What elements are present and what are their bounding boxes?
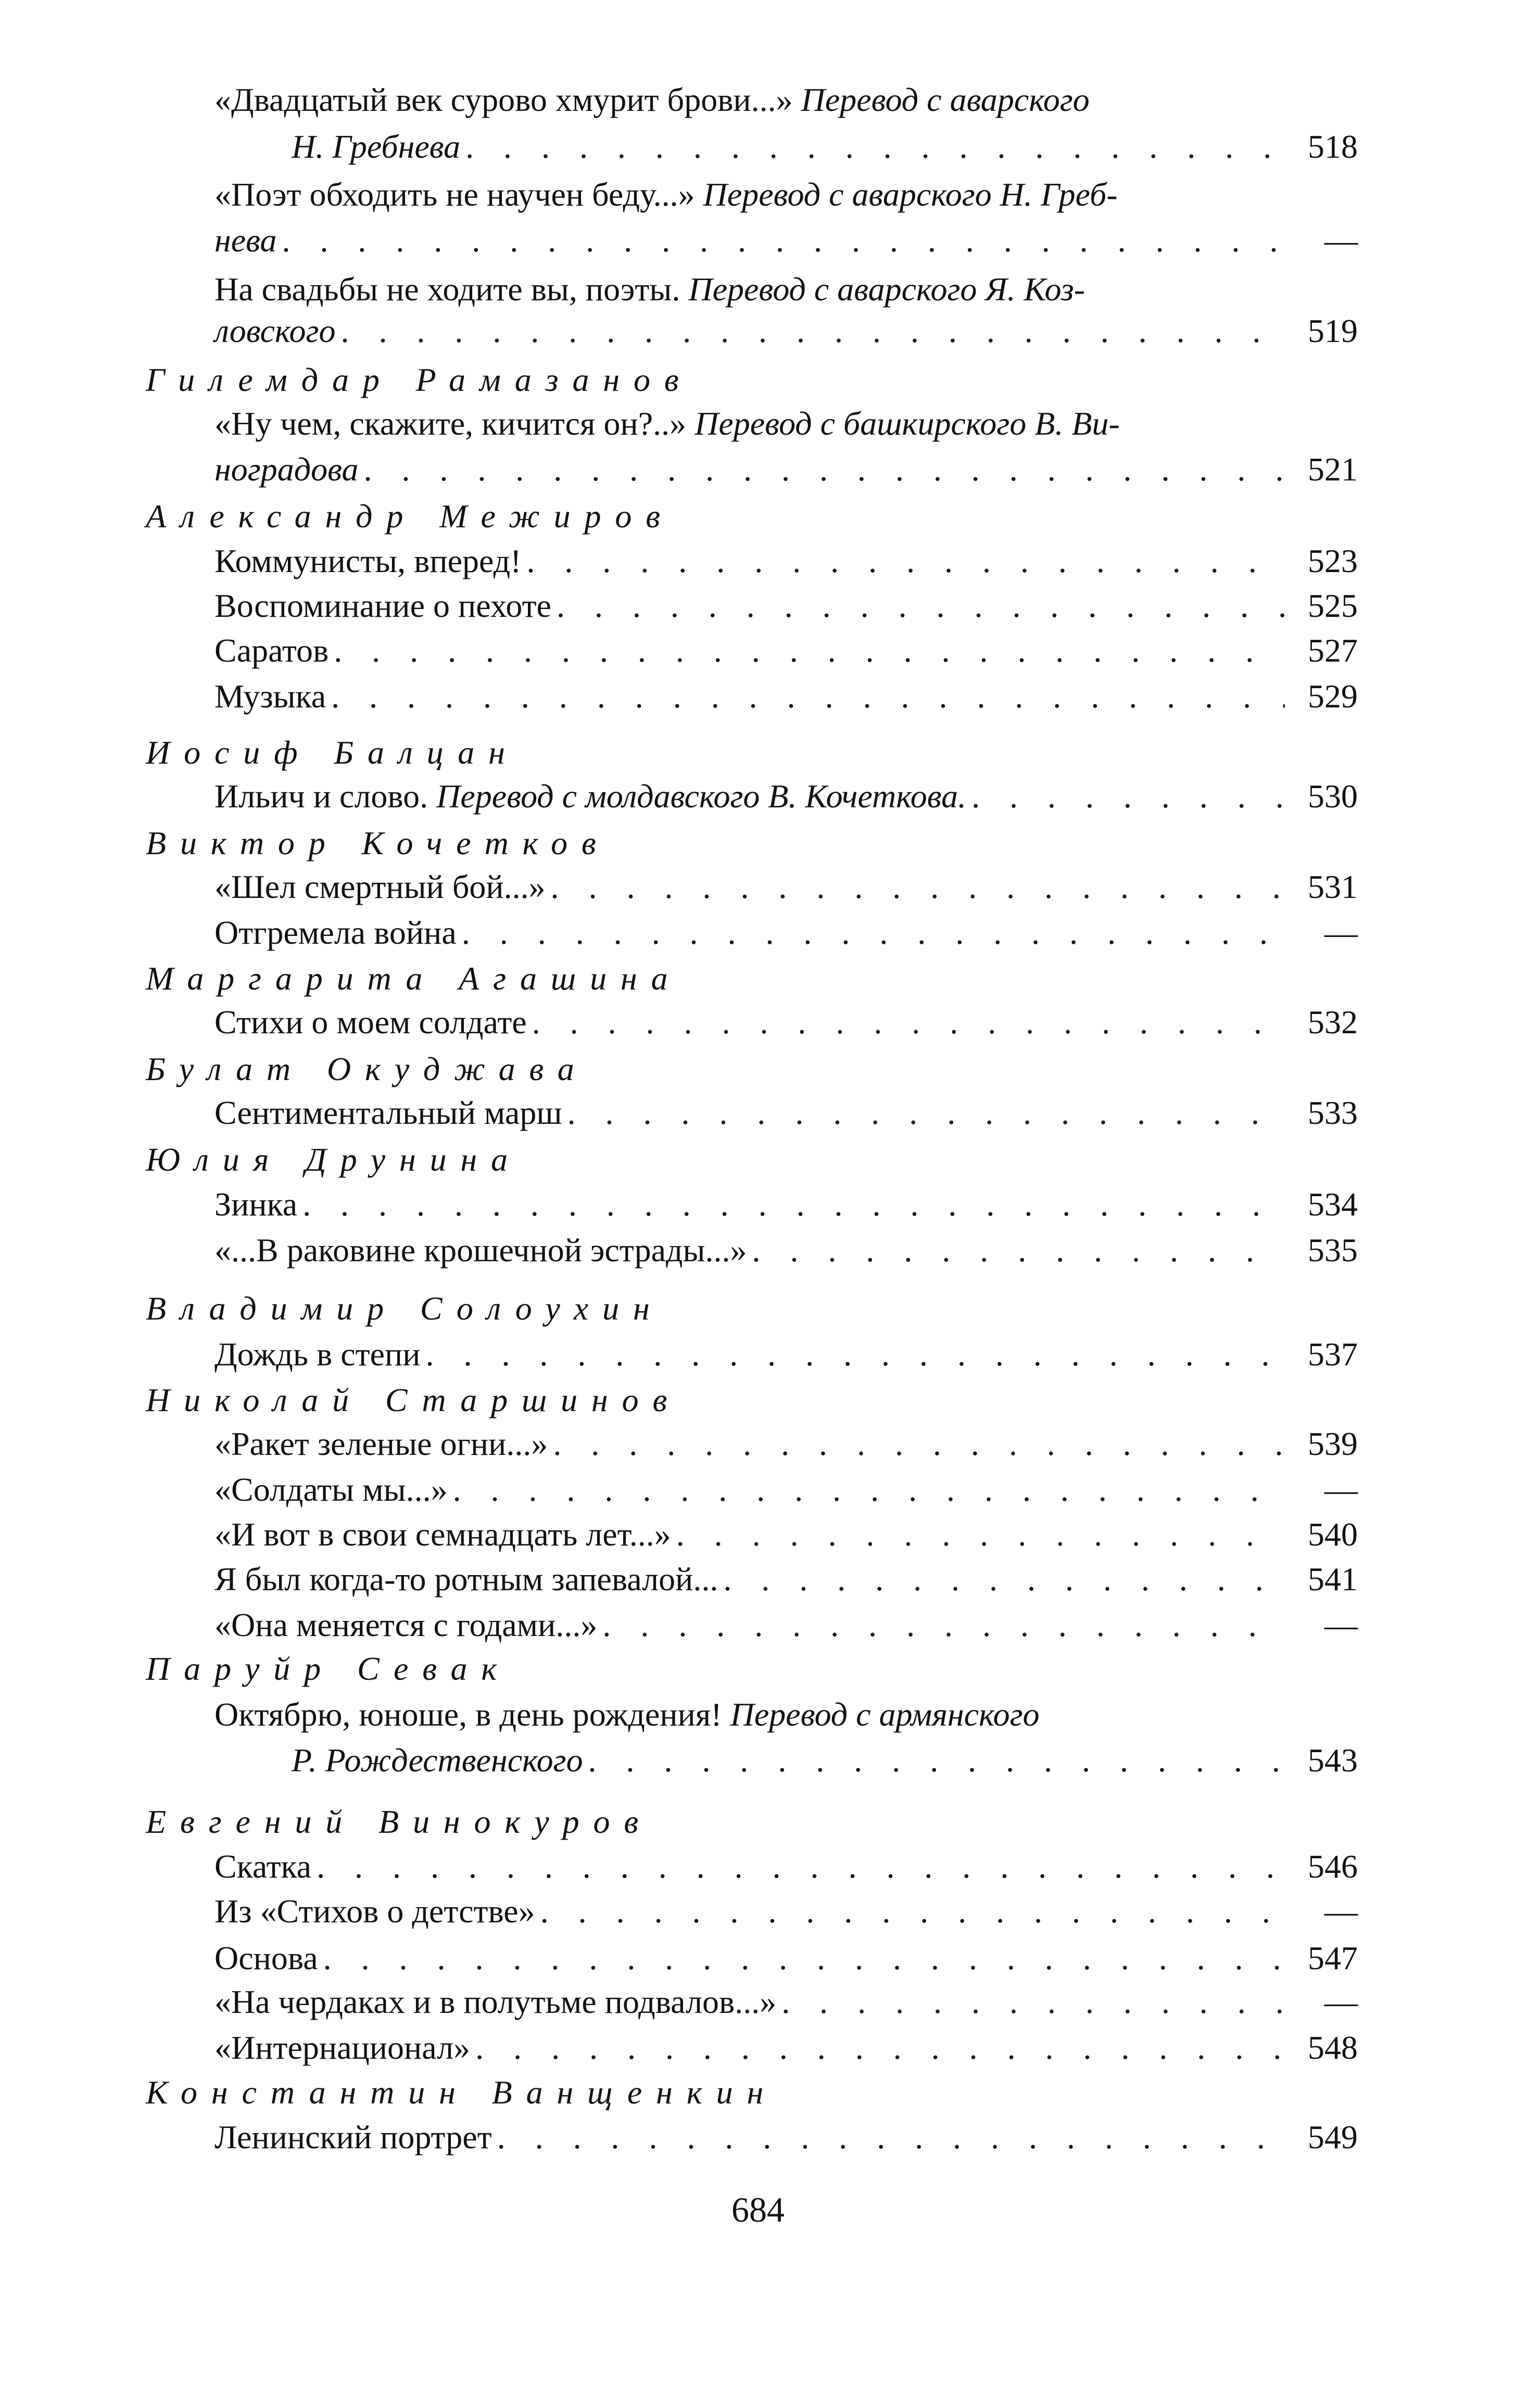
entry-translation-note: Р. Рождественского bbox=[292, 1742, 583, 1779]
entry-title bbox=[214, 1981, 776, 2023]
entry-title bbox=[214, 79, 1090, 121]
dot-leader bbox=[497, 2116, 1285, 2158]
entry-title-text: Стихи о моем солдате bbox=[214, 1004, 527, 1041]
dot-leader bbox=[331, 676, 1285, 717]
entry-translation-note: ловского bbox=[214, 312, 336, 349]
page-reference: 546 bbox=[1308, 1848, 1358, 1885]
entry-title-text: Дождь в степи bbox=[214, 1336, 421, 1373]
entry-translation-note: Н. Гребнева bbox=[292, 128, 461, 165]
entry-title-text: «Поэт обходить не научен беду...» bbox=[214, 176, 703, 213]
dot-leader bbox=[465, 126, 1285, 168]
page-reference: 541 bbox=[1308, 1561, 1358, 1598]
page-reference: 534 bbox=[1308, 1186, 1358, 1223]
toc-entry bbox=[214, 630, 1358, 671]
toc-entry bbox=[214, 1981, 1358, 2023]
page-reference: 525 bbox=[1308, 587, 1358, 624]
author-name: Маргарита Агашина bbox=[146, 960, 682, 997]
author-name: Гилемдар Рамазанов bbox=[146, 361, 693, 398]
page-reference: — bbox=[1324, 914, 1358, 951]
page-reference: 531 bbox=[1308, 868, 1358, 905]
entry-title bbox=[292, 126, 460, 168]
entry-title bbox=[214, 310, 336, 352]
author-name: Юлия Друнина bbox=[146, 1141, 522, 1178]
toc-entry bbox=[214, 79, 1358, 121]
page-reference: — bbox=[1324, 222, 1358, 259]
dot-leader bbox=[302, 1184, 1285, 1225]
dot-leader bbox=[781, 1981, 1285, 2023]
entry-title bbox=[214, 1937, 318, 1979]
dot-leader bbox=[426, 1334, 1285, 1375]
page-reference: 533 bbox=[1308, 1094, 1358, 1131]
page-reference: 518 bbox=[1308, 128, 1358, 165]
dot-leader bbox=[475, 2027, 1285, 2069]
entry-title bbox=[214, 866, 546, 908]
entry-title-text: Скатка bbox=[214, 1848, 312, 1885]
entry-title bbox=[214, 220, 277, 261]
entry-translation-note: Перевод с молдавского В. Кочеткова. bbox=[436, 778, 967, 815]
toc-entry bbox=[214, 1846, 1358, 1887]
entry-translation-note: нева bbox=[214, 222, 277, 259]
dot-leader bbox=[363, 449, 1285, 490]
toc-entry bbox=[214, 912, 1358, 954]
author-name: Евгений Винокуров bbox=[146, 1803, 653, 1840]
entry-title bbox=[214, 1423, 548, 1465]
author-name: Виктор Кочетков bbox=[146, 825, 610, 861]
toc-entry bbox=[214, 220, 1358, 261]
author-name: Иосиф Балцан bbox=[146, 734, 519, 771]
dot-leader bbox=[526, 540, 1285, 582]
dot-leader bbox=[557, 585, 1285, 627]
entry-title-text: Я был когда-то ротным запевалой... bbox=[214, 1561, 718, 1598]
toc-entry bbox=[292, 1740, 1358, 1781]
entry-title bbox=[214, 776, 966, 817]
toc-entry bbox=[214, 866, 1358, 908]
entry-title-text: «Ну чем, скажите, кичится он?..» bbox=[214, 405, 695, 442]
dot-leader bbox=[282, 220, 1285, 261]
entry-title bbox=[214, 1469, 448, 1511]
entry-title-text: Коммунисты, вперед! bbox=[214, 542, 522, 579]
dot-leader bbox=[334, 630, 1285, 671]
toc-entry bbox=[214, 1937, 1358, 1979]
toc-entry bbox=[214, 1604, 1358, 1646]
entry-translation-note: Перевод с башкирского В. Ви- bbox=[694, 405, 1120, 442]
page-reference: — bbox=[1324, 1893, 1358, 1930]
toc-entry bbox=[214, 1184, 1358, 1225]
dot-leader bbox=[553, 1423, 1285, 1465]
dot-leader bbox=[723, 1558, 1285, 1600]
entry-title bbox=[214, 2027, 470, 2069]
author-name: Владимир Солоухин bbox=[146, 1290, 664, 1327]
toc-entry bbox=[214, 585, 1358, 627]
entry-title bbox=[214, 585, 551, 627]
entry-title-text: «И вот в свои семнадцать лет...» bbox=[214, 1516, 671, 1553]
toc-entry bbox=[214, 2116, 1358, 2158]
dot-leader bbox=[462, 912, 1285, 954]
entry-title-text: Саратов bbox=[214, 632, 329, 669]
entry-title-text: Октябрю, юноше, в день рождения! bbox=[214, 1696, 730, 1733]
entry-title bbox=[214, 449, 358, 490]
entry-title-text: На свадьбы не ходите вы, поэты. bbox=[214, 271, 689, 308]
page-reference: 540 bbox=[1308, 1516, 1358, 1553]
page-reference: 530 bbox=[1308, 778, 1358, 815]
entry-title bbox=[214, 1694, 1040, 1735]
entry-title bbox=[214, 912, 457, 954]
page-reference: 529 bbox=[1308, 678, 1358, 715]
entry-title bbox=[214, 1092, 562, 1134]
entry-translation-note: Перевод с армянского bbox=[730, 1696, 1040, 1733]
entry-title-text: «Она меняется с годами...» bbox=[214, 1606, 598, 1643]
entry-title bbox=[214, 1184, 297, 1225]
entry-title bbox=[214, 1558, 718, 1600]
entry-title bbox=[214, 1846, 311, 1887]
page-reference: 548 bbox=[1308, 2029, 1358, 2066]
entry-translation-note: Перевод с аварского Н. Греб- bbox=[703, 176, 1118, 213]
toc-entry bbox=[214, 1694, 1358, 1735]
entry-title bbox=[214, 1230, 747, 1271]
entry-title-text: Ленинский портрет bbox=[214, 2119, 492, 2156]
entry-title bbox=[214, 1334, 421, 1375]
entry-title-text: Ильич и слово. bbox=[214, 778, 437, 815]
entry-title-text: Музыка bbox=[214, 678, 326, 715]
dot-leader bbox=[551, 866, 1285, 908]
author-name: Александр Межиров bbox=[146, 498, 674, 535]
dot-leader bbox=[323, 1937, 1285, 1979]
dot-leader bbox=[602, 1604, 1285, 1646]
entry-title-text: Из «Стихов о детстве» bbox=[214, 1893, 535, 1930]
entry-title bbox=[214, 630, 329, 671]
author-name: Константин Ванщенкин bbox=[146, 2074, 778, 2111]
entry-title-text: Сентиментальный марш bbox=[214, 1094, 562, 1131]
toc-entry bbox=[214, 540, 1358, 582]
dot-leader bbox=[676, 1514, 1285, 1555]
author-name: Паруйр Севак bbox=[146, 1650, 511, 1687]
dot-leader bbox=[453, 1469, 1285, 1511]
toc-entry bbox=[214, 776, 1358, 817]
dot-leader bbox=[752, 1230, 1285, 1271]
toc-entry bbox=[214, 1230, 1358, 1271]
toc-entry bbox=[214, 1469, 1358, 1511]
entry-title-text: «На чердаках и в полутьме подвалов...» bbox=[214, 1983, 777, 2020]
toc-entry bbox=[214, 1891, 1358, 1932]
entry-title bbox=[214, 676, 326, 717]
entry-title bbox=[214, 1514, 671, 1555]
entry-title bbox=[292, 1740, 583, 1781]
entry-translation-note: ноградова bbox=[214, 451, 359, 488]
page-reference: 535 bbox=[1308, 1232, 1358, 1269]
entry-title bbox=[214, 1002, 527, 1043]
page-reference: 547 bbox=[1308, 1940, 1358, 1976]
entry-title bbox=[214, 1891, 535, 1932]
toc-entry bbox=[214, 310, 1358, 352]
entry-title-text: «Солдаты мы...» bbox=[214, 1471, 448, 1508]
entry-title-text: «...В раковине крошечной эстрады...» bbox=[214, 1232, 747, 1269]
toc-entry bbox=[214, 1002, 1358, 1043]
page-reference: 532 bbox=[1308, 1004, 1358, 1041]
page-reference: 523 bbox=[1308, 542, 1358, 579]
dot-leader bbox=[588, 1740, 1285, 1781]
toc-entry bbox=[214, 449, 1358, 490]
page-reference: 521 bbox=[1308, 451, 1358, 488]
dot-leader bbox=[971, 776, 1285, 817]
author-name: Булат Окуджава bbox=[146, 1050, 588, 1087]
entry-title-text: Отгремела война bbox=[214, 914, 457, 951]
dot-leader bbox=[532, 1002, 1285, 1043]
toc-entry bbox=[214, 1423, 1358, 1465]
page-reference: 543 bbox=[1308, 1742, 1358, 1779]
toc-entry bbox=[214, 269, 1358, 310]
toc-entry bbox=[214, 1514, 1358, 1555]
page-reference: — bbox=[1324, 1983, 1358, 2020]
page-reference: 549 bbox=[1308, 2119, 1358, 2156]
page-reference: 519 bbox=[1308, 312, 1358, 349]
entry-translation-note: Перевод с аварского bbox=[801, 81, 1090, 118]
entry-title bbox=[214, 1604, 597, 1646]
entry-title-text: «Ракет зеленые огни...» bbox=[214, 1425, 548, 1462]
entry-title-text: Основа bbox=[214, 1940, 318, 1976]
toc-entry bbox=[214, 174, 1358, 216]
toc-entry bbox=[292, 126, 1358, 168]
entry-title bbox=[214, 269, 1085, 310]
entry-translation-note: Перевод с аварского Я. Коз- bbox=[688, 271, 1085, 308]
toc-entry bbox=[214, 1092, 1358, 1134]
toc-entry bbox=[214, 676, 1358, 717]
entry-title bbox=[214, 174, 1118, 216]
toc-entry bbox=[214, 1334, 1358, 1375]
entry-title bbox=[214, 403, 1120, 445]
entry-title-text: «Интернационал» bbox=[214, 2029, 471, 2066]
page-reference: 539 bbox=[1308, 1425, 1358, 1462]
entry-title bbox=[214, 2116, 492, 2158]
dot-leader bbox=[540, 1891, 1285, 1932]
entry-title bbox=[214, 540, 521, 582]
dot-leader bbox=[317, 1846, 1285, 1887]
page-number: 684 bbox=[731, 2190, 785, 2229]
entry-title-text: Зинка bbox=[214, 1186, 298, 1223]
author-name: Николай Старшинов bbox=[146, 1382, 681, 1418]
page-reference: — bbox=[1324, 1471, 1358, 1508]
page-reference: 527 bbox=[1308, 632, 1358, 669]
entry-title-text: «Двадцатый век сурово хмурит брови...» bbox=[214, 81, 801, 118]
page-reference: — bbox=[1324, 1606, 1358, 1643]
dot-leader bbox=[567, 1092, 1285, 1134]
toc-entry bbox=[214, 2027, 1358, 2069]
entry-title-text: Воспоминание о пехоте bbox=[214, 587, 551, 624]
dot-leader bbox=[341, 310, 1285, 352]
entry-title-text: «Шел смертный бой...» bbox=[214, 868, 546, 905]
toc-entry bbox=[214, 1558, 1358, 1600]
toc-entry bbox=[214, 403, 1358, 445]
page-reference: 537 bbox=[1308, 1336, 1358, 1373]
